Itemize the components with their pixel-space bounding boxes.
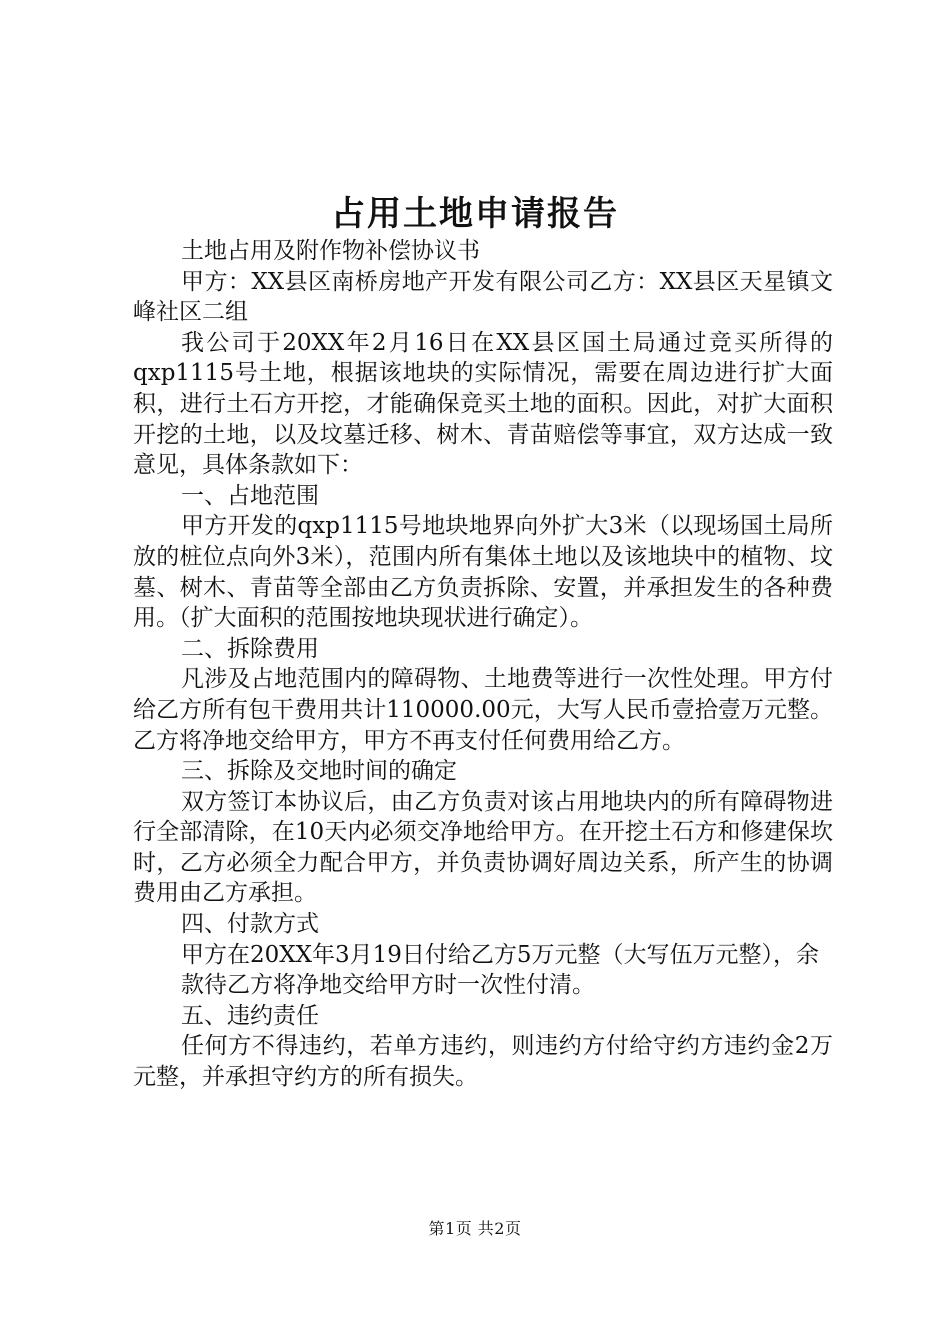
page-footer: 第1页 共2页: [428, 1219, 522, 1238]
fees-paragraph: 凡涉及占地范围内的障碍物、土地费等进行一次性处理。甲方付给乙方所有包干费用共计110000.00元，大写人民币壹拾壹万元整。乙方将净地交给甲方，甲方不再支付任何费用给乙方。: [133, 666, 833, 754]
section-heading-fees: 二、拆除费用: [181, 635, 319, 662]
section-heading-scope: 一、占地范围: [181, 482, 319, 509]
breach-paragraph: 任何方不得违约，若单方违约，则违约方付给守约方违约金2万元整，并承担守约方的所有损失。: [133, 1033, 833, 1091]
parties-paragraph: 甲方：XX县区南桥房地产开发有限公司乙方：XX县区天星镇文峰社区二组: [133, 268, 833, 326]
section-heading-timing: 三、拆除及交地时间的确定: [181, 758, 457, 785]
payment-paragraph-cont: 款待乙方将净地交给甲方时一次性付清。: [181, 972, 595, 999]
agreement-heading: 土地占用及附作物补偿协议书: [181, 238, 480, 264]
document-body: [133, 236, 833, 1093]
section-heading-breach: 五、违约责任: [181, 1002, 319, 1029]
section-heading-payment: 四、付款方式: [181, 911, 319, 938]
document-title: 占用土地申请报告: [331, 194, 619, 234]
intro-paragraph: 我公司于20XX年2月16日在XX县区国土局通过竞买所得的qxp1115号土地，根据该地块的实际情况，需要在周边进行扩大面积，进行土石方开挖，才能确保竞买土地的面积。因此，对扩大面积开挖的土地，以及坟墓迁移、树木、青苗赔偿等事宜，双方达成一致意见，具体条款如下：: [133, 329, 833, 479]
payment-paragraph: 甲方在20XX年3月19日付给乙方5万元整（大写伍万元整），余: [181, 941, 820, 968]
timing-paragraph: 双方签订本协议后，由乙方负责对该占用地块内的所有障碍物进行全部清除，在10天内必须交净地给甲方。在开挖土石方和修建保坎时，乙方必须全力配合甲方，并负责协调好周边关系，所产生的协调费用由乙方承担。: [133, 788, 833, 907]
scope-paragraph: 甲方开发的qxp1115号地块地界向外扩大3米（以现场国土局所放的桩位点向外3米），范围内所有集体土地以及该地块中的植物、坟墓、树木、青苗等全部由乙方负责拆除、安置，并承担发生的各种费用。（扩大面积的范围按地块现状进行确定）。: [133, 513, 833, 632]
